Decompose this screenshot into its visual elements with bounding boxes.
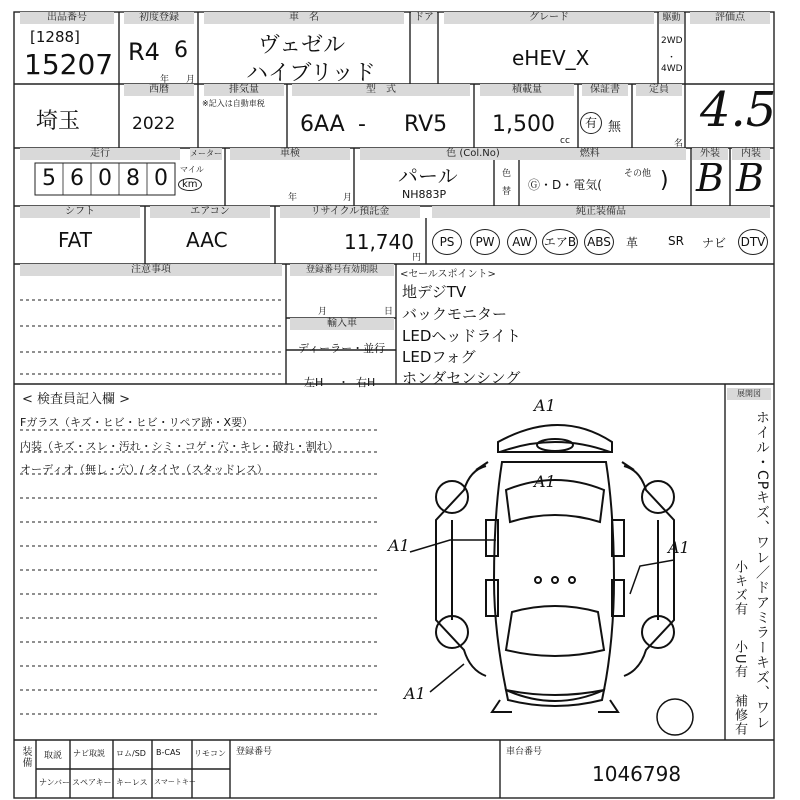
equip-sunroof: SR [668, 234, 684, 248]
equipment-header: 純正装備品 [432, 206, 770, 218]
reg-expiry-header: 登録番号有効期限 [290, 264, 394, 276]
type-header: 型 式 [292, 84, 470, 96]
equip-dtv: DTV [738, 229, 768, 255]
warranty-yes: 有 [580, 112, 602, 134]
first-reg-year-unit: 年 [160, 75, 170, 85]
inspector-line-interior: 内装（キズ・スレ・汚れ・シミ・コゲ・穴・キレ・破れ・割れ） [20, 440, 339, 453]
interior-grade: B [736, 156, 764, 200]
inspection-month-unit: 月 [343, 193, 353, 203]
damage-mark-left: A1 [388, 536, 410, 555]
right-note-repair: 補修有 [732, 694, 747, 736]
mileage-digit-5: 0 [154, 166, 168, 191]
drive-4wd: 4WD [661, 64, 683, 74]
steering-sep: ・ [338, 376, 349, 389]
bottom-rom-sd: ロム/SD [116, 749, 146, 758]
damage-mark-right: A1 [668, 538, 690, 557]
import-header: 輸入車 [290, 318, 394, 330]
drive-header: 駆動 [659, 12, 684, 24]
exterior-grade: B [696, 156, 724, 200]
mileage-digit-4: 8 [126, 166, 140, 191]
sales-point-1: 地デジTV [402, 283, 467, 301]
aircon-header: エアコン [150, 206, 270, 218]
car-name-line1: ヴェゼル [258, 33, 346, 58]
chassis-number: 1046798 [592, 762, 682, 786]
import-dealer-parallel: ディーラー・並行 [298, 342, 386, 355]
damage-mark-rear-left: A1 [404, 684, 426, 703]
sales-point-4: LEDフォグ [402, 348, 476, 366]
right-note-small-scratch: 小キズ有 [732, 560, 747, 616]
bottom-title: 装備 [20, 746, 31, 768]
equip-ps: PS [432, 229, 462, 255]
recycle-header: リサイクル預託金 [280, 206, 420, 218]
exterior-header: 外装 [692, 148, 728, 160]
inspector-line-audio-tire: オーディオ（無し・穴）/ タイヤ（スタッドレス） [20, 463, 268, 476]
mileage-digit-1: 5 [42, 166, 56, 191]
damage-mark-front: A1 [534, 396, 556, 415]
sales-point-3: LEDヘッドライト [402, 327, 521, 345]
bottom-smart-key: スマートキー [154, 778, 196, 786]
equip-aw: AW [507, 229, 537, 255]
bottom-plate: ナンバー [39, 778, 71, 787]
lot-bracket: [1288] [30, 28, 80, 46]
reg-expiry-month: 月 [318, 307, 328, 317]
region-value: 埼玉 [36, 109, 81, 134]
inspector-line-windshield: Fガラス（キズ・ヒビ・ヒビ・リペア跡・X要） [20, 416, 254, 429]
displacement-header: 排気量 [204, 84, 284, 96]
score-value: 4.5 [700, 82, 777, 138]
first-reg-month-unit: 月 [186, 75, 196, 85]
sales-point-5: ホンダセンシング [402, 369, 521, 387]
mileage-header: 走行 [20, 148, 180, 160]
mileage-unit-mile: マイル [180, 165, 204, 174]
warranty-header: 保証書 [582, 84, 628, 96]
mileage-digit-3: 0 [98, 166, 112, 191]
capacity-unit: cc [560, 136, 570, 146]
model-year-value: 2022 [132, 114, 176, 134]
recycle-value: 11,740 [344, 230, 414, 254]
color-fuel-header [360, 148, 686, 160]
lot-no-header: 出品番号 [20, 12, 114, 24]
fuel-header: 燃料 [579, 148, 600, 159]
sales-point-2: バックモニター [402, 305, 508, 323]
mileage-unit-km: km [178, 178, 202, 191]
fuel-options: Ⓖ・D・電気( [528, 178, 602, 192]
aircon-value: AAC [186, 228, 228, 252]
seats-header: 定員 [636, 84, 682, 96]
color-label-b: 替 [502, 187, 512, 197]
inspector-notes-header: < 検査員記入欄 > [22, 392, 131, 407]
shift-header: シフト [20, 206, 140, 218]
fuel-other-label: その他 [624, 169, 652, 179]
right-note-main: ホイル・CPキズ、ワレ／ドアミラーキズ、ワレ [754, 410, 770, 731]
recycle-unit: 円 [412, 253, 422, 263]
color-label-a: 色 [502, 169, 512, 179]
steering-left: 左H [304, 376, 324, 389]
color-name: パール [398, 164, 458, 188]
equip-airbag: エアB [542, 229, 578, 255]
drive-sep: ・ [667, 53, 677, 63]
damage-mark-roof: A1 [534, 472, 556, 491]
score-header: 評価点 [690, 12, 770, 24]
car-diagram [436, 425, 693, 735]
grade-value: eHEV_X [512, 46, 590, 70]
displacement-note: ※記入は自動車税 [202, 99, 265, 108]
first-reg-month: 6 [174, 38, 188, 63]
diagram-header: 展開図 [727, 388, 771, 400]
equip-abs: ABS [584, 229, 614, 255]
warranty-no: 無 [608, 120, 622, 135]
grade-header: グレード [444, 12, 654, 24]
capacity-value: 1,500 [492, 112, 555, 137]
equip-leather: 革 [625, 236, 638, 250]
fuel-close: ) [660, 168, 669, 193]
lot-number: 15207 [24, 48, 114, 81]
type-model: RV5 [404, 112, 448, 137]
bottom-navi-manual: ナビ取説 [73, 749, 105, 758]
equip-pw: PW [470, 229, 500, 255]
bottom-remote: リモコン [194, 749, 226, 758]
type-prefix: 6AA [300, 112, 345, 137]
mileage-digit-2: 6 [70, 166, 84, 191]
notes-header: 注意事項 [20, 264, 282, 276]
car-name-line2: ハイブリッド [246, 61, 376, 86]
car-name-header: 車 名 [204, 12, 404, 24]
reg-expiry-day: 日 [384, 307, 394, 317]
bottom-chassis-label: 車台番号 [506, 747, 543, 757]
color-code: NH883P [402, 188, 447, 201]
sales-points-header: <セールスポイント> [400, 269, 496, 280]
right-note-small-u: 小U有 [732, 640, 747, 679]
inspection-year-unit: 年 [288, 193, 298, 203]
bottom-spare-key: スペアキー [72, 778, 112, 787]
bottom-manual: 取説 [44, 751, 63, 761]
first-reg-era-year: R4 [128, 38, 160, 66]
steering-right: 右H [356, 376, 376, 389]
interior-header: 内装 [732, 148, 770, 160]
bottom-bcas: B-CAS [156, 748, 181, 757]
capacity-header: 積載量 [480, 84, 574, 96]
meter-header: メーター [190, 149, 222, 158]
color-header: 色 (Col.No) [446, 148, 500, 159]
model-year-header: 西暦 [124, 84, 194, 96]
first-reg-header: 初度登録 [124, 12, 194, 24]
drive-2wd: 2WD [661, 36, 683, 46]
bottom-keyless: キーレス [116, 778, 148, 787]
bottom-plate-label: 登録番号 [236, 747, 273, 757]
inspection-header: 車検 [230, 148, 350, 160]
doors-header: ドア [411, 12, 437, 24]
type-dash: - [358, 112, 366, 137]
equip-navi: ナビ [701, 236, 726, 250]
seats-unit: 名 [674, 139, 684, 149]
shift-value: FAT [58, 228, 93, 252]
